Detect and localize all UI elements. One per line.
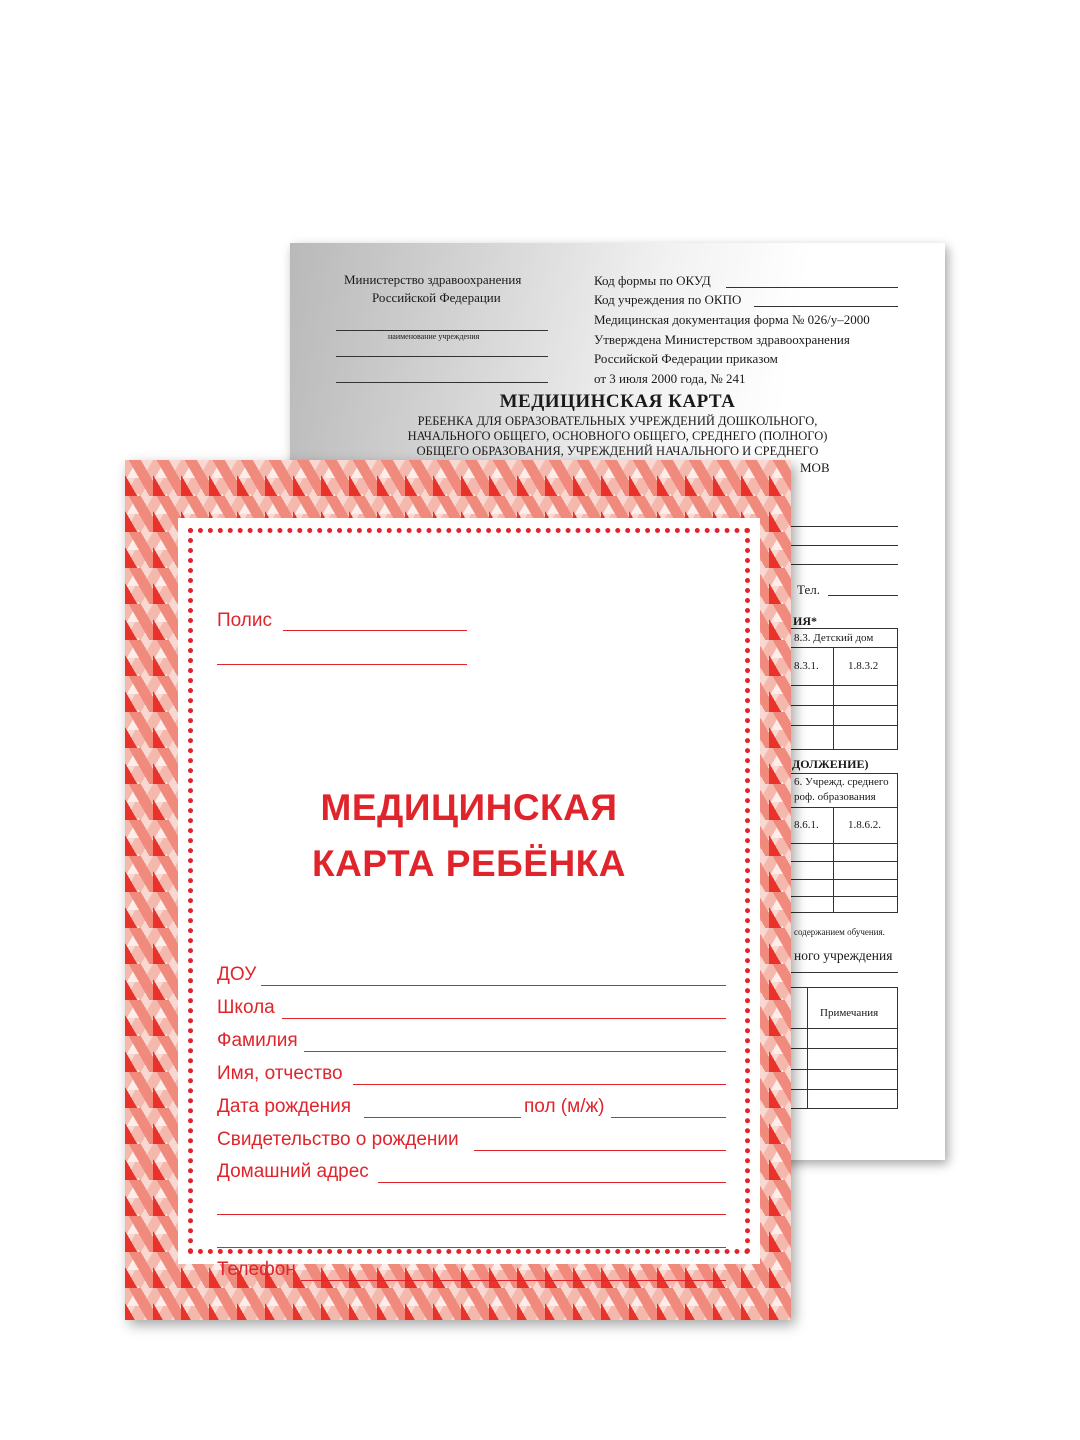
sex-line [611,1117,726,1118]
back-tel: Тел. [797,582,820,597]
table3-row-line3 [790,1069,898,1070]
ministry-line1: Министерство здравоохранения [344,272,522,287]
address-line-1 [378,1182,726,1183]
phone-label: Телефон [217,1259,296,1280]
polis-label: Полис [217,610,273,631]
cover-title [178,780,760,892]
sex-label: пол (м/ж) [524,1096,605,1117]
polis-line-2 [217,664,467,665]
polis-line-1 [283,630,467,631]
cover [125,460,791,1320]
dou-label: ДОУ [217,964,257,985]
okpo-line [754,306,898,307]
table1-header: ИЯ* [793,614,817,628]
table1-row-line3 [790,705,898,706]
back-line-b [790,545,898,546]
back-tel-line [828,595,898,596]
cover-title-line1: МЕДИЦИНСКАЯ [320,787,618,828]
table2-c1: 8.6.1. [794,819,819,831]
back-subtitle-line3: ОБЩЕГО ОБРАЗОВАНИЯ, УЧРЕЖДЕНИЙ НАЧАЛЬНОГО И СРЕДНЕГО [416,444,819,458]
approved-line1: Утверждена Министерством здравоохранения [594,332,850,347]
back-footnote: содержанием обучения. [794,927,885,937]
back-subtitle-line4: МОВ [800,460,830,475]
address-line-3 [217,1247,726,1248]
table3-notes: Примечания [820,1007,879,1019]
back-line-a [790,526,898,527]
name-line [353,1084,726,1085]
okud-label: Код формы по ОКУД [594,273,711,288]
cover-title-line2: КАРТА РЕБЁНКА [312,843,626,884]
okud-line [726,287,898,288]
dou-line [261,985,726,986]
back-subtitle-line1: РЕБЕНКА ДЛЯ ОБРАЗОВАТЕЛЬНЫХ УЧРЕЖДЕНИЙ ДОШКОЛЬНОГО, [417,414,818,428]
back-title: МЕДИЦИНСКАЯ КАРТА [499,391,736,412]
table1-row-line4 [790,725,898,726]
surname-label: Фамилия [217,1030,298,1051]
table2-row-line2 [790,843,898,844]
back-line-c [790,564,898,565]
form-number: Медицинская документация форма № 026/у–2000 [594,312,870,327]
table2-row-line5 [790,896,898,897]
birth-line [364,1117,521,1118]
institution-line-1 [336,330,548,331]
table3-row-line1 [790,1028,898,1029]
back-subtitle [290,414,945,459]
back-institution-fragment: ного учреждения [794,948,893,963]
certificate-label: Свидетельство о рождении [217,1129,459,1150]
approved-line2: Российской Федерации приказом [594,351,778,366]
back-institution-line [790,972,898,973]
institution-line-2 [336,356,548,357]
table2-vline [833,807,834,913]
name-label: Имя, отчество [217,1063,343,1084]
address-label: Домашний адрес [217,1161,369,1182]
school-label: Школа [217,997,275,1018]
table2-header: ДОЛЖЕНИЕ) [792,757,869,771]
table2-row-line1 [790,807,898,808]
table2-col1: 6. Учрежд. среднего [794,776,889,788]
certificate-line [474,1150,726,1151]
okpo-label: Код учреждения по ОКПО [594,292,742,307]
table1-c1: 8.3.1. [794,660,819,672]
table2-c2: 1.8.6.2. [848,819,881,831]
ministry-line2: Российской Федерации [372,290,501,305]
school-line [282,1018,726,1019]
back-subtitle-line2: НАЧАЛЬНОГО ОБЩЕГО, ОСНОВНОГО ОБЩЕГО, СРЕДНЕГО (ПОЛНОГО) [407,429,828,443]
phone-line [301,1280,726,1281]
table1-row-line2 [790,685,898,686]
approved-line3: от 3 июля 2000 года, № 241 [594,371,746,386]
institution-line-3 [336,382,548,383]
birth-label: Дата рождения [217,1096,352,1117]
cover-inner-panel [178,518,760,1280]
surname-line [304,1051,726,1052]
table2-col2: роф. образования [794,791,876,803]
table3-row-line2 [790,1048,898,1049]
table1-col: 8.3. Детский дом [794,632,874,644]
address-line-2 [217,1214,726,1215]
table1-vline [833,647,834,750]
table1-row-line1 [790,647,898,648]
institution-caption: наименование учреждения [388,332,480,341]
table3-row-line4 [790,1089,898,1090]
table2-row-line4 [790,879,898,880]
table2-row-line3 [790,861,898,862]
table1-c2: 1.8.3.2 [848,660,879,672]
